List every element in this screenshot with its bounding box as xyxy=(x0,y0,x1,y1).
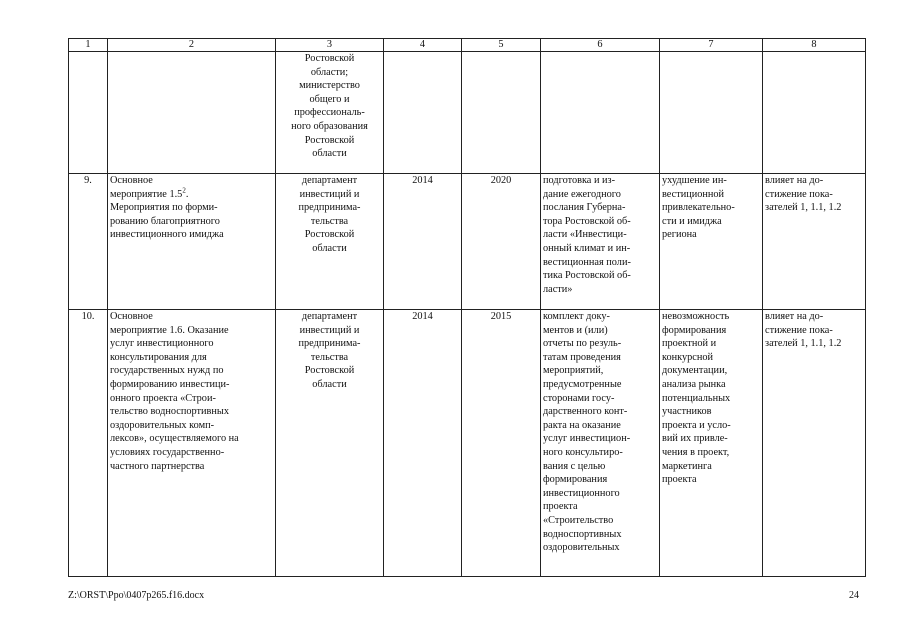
cell-line: инвестиций и xyxy=(299,324,360,336)
cell-line: проекта и усло- xyxy=(662,419,731,431)
col-num-5: 5 xyxy=(462,39,541,52)
end-year: 2015 xyxy=(462,310,541,577)
cell-line: проектной и xyxy=(662,338,717,350)
cell-line: анализа рынка xyxy=(662,378,726,390)
indicator-link-cell xyxy=(763,310,866,577)
cell-line: предпринима- xyxy=(298,202,361,214)
cell-line: Основное xyxy=(110,311,153,322)
measures-table xyxy=(68,38,866,577)
col-num-6: 6 xyxy=(541,39,660,52)
cell-line: зателей 1, 1.1, 1.2 xyxy=(765,338,842,350)
cell-line: предпринима- xyxy=(298,338,361,350)
cell-line: услуг инвестицион- xyxy=(543,433,631,445)
cell-line: водноспортивных xyxy=(543,528,622,540)
cell-line: Ростовской xyxy=(304,134,355,146)
executor-cell xyxy=(276,174,384,310)
row-number: 10. xyxy=(69,310,108,577)
cell-line: дарственного конт- xyxy=(543,406,628,418)
cell-line: департамент xyxy=(301,175,358,186)
cell-line: привлекательно- xyxy=(662,202,735,214)
cell-line: государственных нужд по xyxy=(110,365,224,377)
cell-line: тельство водноспортивных xyxy=(110,406,229,418)
expected-result-cell xyxy=(541,310,660,577)
cell-line: тельства xyxy=(310,351,349,363)
cell-line: тора Ростовской об- xyxy=(543,215,631,227)
cell-line: ласти «Инвестици- xyxy=(543,229,627,241)
cell-line: проекта xyxy=(662,474,697,486)
row-number: 9. xyxy=(69,174,108,310)
footer-file-path: Z:\ORST\Ppo\0407p265.f16.docx xyxy=(68,590,205,601)
cell-line: области xyxy=(312,148,347,160)
cell-line: области xyxy=(312,242,347,254)
cell-line: татам проведения xyxy=(543,351,621,363)
cell-line: документации, xyxy=(662,365,728,377)
table-row-9 xyxy=(69,174,866,310)
continuation-row xyxy=(69,52,866,174)
cell-line: вестиционной xyxy=(662,188,725,200)
cell-line: ного образования xyxy=(291,120,368,132)
col-num-3: 3 xyxy=(276,39,384,52)
cell-line: потенциальных xyxy=(662,392,731,404)
cell-line: онного проекта «Строи- xyxy=(110,392,216,404)
consequence-cell xyxy=(660,310,763,577)
cell-line: тельства xyxy=(310,215,349,227)
cell-line: условиях государственно- xyxy=(110,446,225,458)
cell-line: Ростовской xyxy=(304,229,355,241)
column-number-row xyxy=(69,39,866,52)
cell-line: Ростовской xyxy=(304,365,355,377)
measure-name-line: рованию благоприятного xyxy=(110,215,220,227)
cell-line: онный климат и ин- xyxy=(543,242,631,254)
cell-line: региона xyxy=(662,229,697,241)
cell-line: области; xyxy=(310,66,349,78)
cell-line: дание ежегодного xyxy=(543,188,621,200)
cell-line: подготовка и из- xyxy=(543,175,616,186)
cell-line: департамент xyxy=(301,311,358,322)
cell-line: оздоровительных комп- xyxy=(110,419,215,431)
cell-line: профессиональ- xyxy=(294,107,365,119)
cell-line: области xyxy=(312,378,347,390)
cell-line: стижение пока- xyxy=(765,324,833,336)
measure-name-line: Основное xyxy=(110,175,153,186)
cell-line: чения в проект, xyxy=(662,446,730,458)
end-year: 2020 xyxy=(462,174,541,310)
cell-line: стижение пока- xyxy=(765,188,833,200)
cell-line: зателей 1, 1.1, 1.2 xyxy=(765,202,842,214)
executor-cell xyxy=(276,52,384,174)
cell-line: конкурсной xyxy=(662,351,714,363)
cell-line: сти и имиджа xyxy=(662,215,722,227)
start-year: 2014 xyxy=(384,310,462,577)
cell-line: участников xyxy=(662,406,712,418)
cell-line: Ростовской xyxy=(304,53,355,64)
cell-line: формирования xyxy=(543,474,608,486)
cell-line: невозможность xyxy=(662,311,730,322)
cell-line: маркетинга xyxy=(662,460,712,472)
table-row-10 xyxy=(69,310,866,577)
cell-line: лексов», осуществляемого на xyxy=(110,433,239,445)
cell-line: министерство xyxy=(299,80,360,92)
cell-line: инвестиционного xyxy=(543,487,620,499)
cell-line: общего и xyxy=(309,93,350,105)
cell-line: формированию инвестици- xyxy=(110,378,230,390)
cell-line: влияет на до- xyxy=(765,311,824,322)
cell-line: комплект доку- xyxy=(543,311,610,322)
measure-name-cell xyxy=(108,174,276,310)
cell-line: ухудшение ин- xyxy=(662,175,727,186)
col-num-8: 8 xyxy=(763,39,866,52)
measure-name-line: мероприятие $1.5^2$. xyxy=(110,186,189,200)
start-year: 2014 xyxy=(384,174,462,310)
page-number: 24 xyxy=(849,590,859,601)
cell-line: ласти» xyxy=(543,283,573,295)
cell-line: ментов и (или) xyxy=(543,324,608,336)
cell-line: проекта xyxy=(543,501,578,513)
cell-line: оздоровительных xyxy=(543,542,620,554)
cell-line: инвестиций и xyxy=(299,188,360,200)
cell-line: тика Ростовской об- xyxy=(543,270,631,282)
cell-line: сторонами госу- xyxy=(543,392,615,404)
cell-line: ного консультиро- xyxy=(543,446,623,458)
cell-line: предусмотренные xyxy=(543,378,622,390)
cell-line: мероприятий, xyxy=(543,365,604,377)
cell-line: услуг инвестиционного xyxy=(110,338,214,350)
consequence-cell xyxy=(660,174,763,310)
measure-name-line: Мероприятия по форми- xyxy=(110,202,218,214)
cell-line: вестиционная поли- xyxy=(543,256,631,268)
col-num-2: 2 xyxy=(108,39,276,52)
cell-line: мероприятие 1.6. Оказание xyxy=(110,324,229,336)
col-num-4: 4 xyxy=(384,39,462,52)
col-num-1: 1 xyxy=(69,39,108,52)
indicator-link-cell xyxy=(763,174,866,310)
col-num-7: 7 xyxy=(660,39,763,52)
cell-line: ракта на оказание xyxy=(543,419,621,431)
cell-line: частного партнерства xyxy=(110,460,205,472)
cell-line: влияет на до- xyxy=(765,175,824,186)
cell-line: вий их привле- xyxy=(662,433,728,445)
cell-line: отчеты по резуль- xyxy=(543,338,622,350)
cell-line: послания Губерна- xyxy=(543,202,626,214)
cell-line: вания с целью xyxy=(543,460,606,472)
measure-name-line: инвестиционного имиджа xyxy=(110,229,224,241)
cell-line: «Строительство xyxy=(543,514,614,526)
cell-line: консультирования для xyxy=(110,351,207,363)
expected-result-cell xyxy=(541,174,660,310)
executor-cell xyxy=(276,310,384,577)
cell-line: формирования xyxy=(662,324,727,336)
measure-name-cell xyxy=(108,310,276,577)
